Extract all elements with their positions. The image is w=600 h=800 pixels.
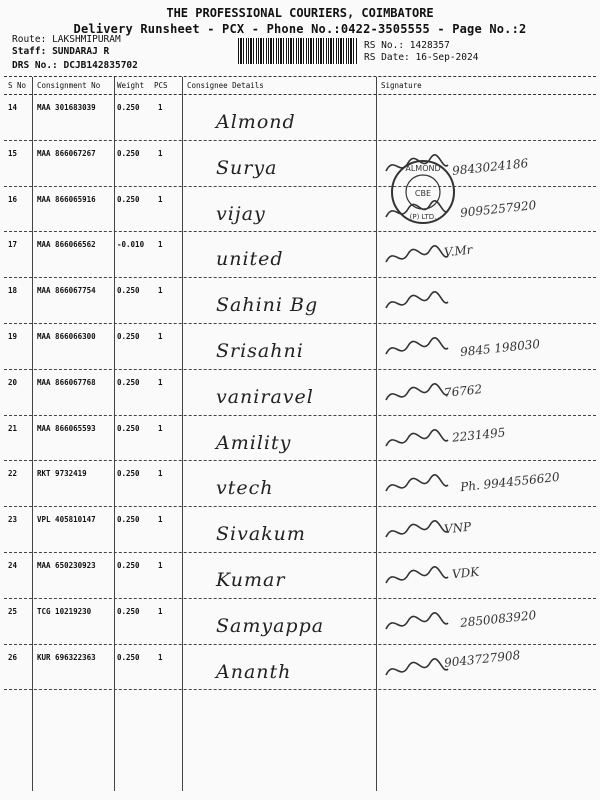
cell-weight: 0.250	[117, 515, 140, 525]
cell-sno: 14	[8, 103, 18, 112]
signature-note: VNP	[443, 519, 472, 536]
cell-consignment: MAA 866066300	[37, 332, 96, 341]
table-row	[4, 599, 596, 645]
signature-scribble	[382, 288, 452, 318]
cell-weight: -0.010	[117, 240, 145, 250]
cell-weight: 0.250	[117, 148, 140, 158]
company-title: THE PROFESSIONAL COURIERS, COIMBATORE	[166, 6, 434, 20]
cell-sno: 16	[8, 194, 18, 204]
signature-note: 76762	[443, 382, 483, 401]
stamp-line3: (P) LTD.	[409, 213, 437, 221]
cell-weight: 0.250	[117, 652, 140, 662]
runsheet-subtitle: Delivery Runsheet - PCX - Phone No.:0422-3505555 - Page No.:2	[73, 22, 527, 36]
cell-consignment: RKT 9732419	[37, 469, 87, 479]
consignee-handwriting: Almond	[216, 111, 296, 133]
cell-consignment: TCG 10219230	[37, 606, 92, 616]
cell-pcs: 1	[158, 332, 163, 341]
cell-sno: 19	[8, 332, 18, 341]
cell-consignment: MAA 866065916	[37, 194, 96, 204]
signature-note: VDK	[451, 564, 480, 582]
drs-label: DRS No.:	[12, 60, 58, 71]
cell-pcs: 1	[158, 469, 163, 479]
col-pcs: PCS	[154, 81, 168, 90]
stamp-line1: ALMOND	[405, 164, 441, 173]
cell-sno: 25	[8, 606, 18, 616]
col-signature: Signature	[381, 81, 422, 90]
cell-weight: 0.250	[117, 377, 140, 387]
consignee-handwriting: Samyappa	[216, 614, 325, 637]
cell-consignment: VPL 405810147	[37, 515, 96, 525]
cell-sno: 22	[8, 469, 18, 479]
cell-pcs: 1	[158, 286, 163, 296]
signature-note: 2231495	[451, 425, 507, 446]
stamp-line2: CBE	[414, 189, 432, 198]
company-stamp	[384, 157, 462, 227]
col-weight: Weight	[117, 81, 145, 90]
cell-consignment: MAA 866067267	[37, 148, 96, 158]
signature-scribble	[382, 655, 452, 685]
table-row	[4, 370, 596, 416]
cell-pcs: 1	[158, 561, 163, 570]
table-row	[4, 553, 596, 599]
table-row	[4, 461, 596, 507]
rs-date-line	[364, 52, 478, 63]
consignee-handwriting: Kumar	[216, 569, 286, 591]
cell-weight: 0.250	[117, 286, 140, 296]
signature-scribble	[382, 242, 452, 272]
table-row	[4, 507, 596, 553]
cell-sno: 23	[8, 515, 18, 525]
table-row	[4, 95, 596, 141]
signature-scribble	[382, 380, 452, 410]
signature-scribble	[382, 609, 452, 639]
rs-date-value: 16-Sep-2024	[415, 52, 479, 63]
cell-pcs: 1	[158, 606, 163, 616]
cell-weight: 0.250	[117, 103, 140, 112]
cell-consignment: MAA 866065593	[37, 423, 96, 433]
signature-scribble	[382, 426, 452, 456]
table-row	[4, 278, 596, 324]
table-row	[4, 187, 596, 233]
cell-sno: 20	[8, 377, 18, 387]
cell-pcs: 1	[158, 194, 163, 204]
cell-weight: 0.250	[117, 423, 140, 433]
route-value: LAKSHMIPURAM	[52, 34, 121, 45]
table-row	[4, 645, 596, 691]
staff-value: SUNDARAJ R	[52, 46, 110, 57]
consignee-handwriting: Sahini Bg	[216, 294, 319, 317]
cell-weight: 0.250	[117, 561, 140, 570]
col-consignment: Consignment No	[37, 81, 101, 90]
rs-no-value: 1428357	[409, 40, 450, 51]
barcode-image	[238, 38, 358, 64]
cell-sno: 24	[8, 561, 18, 570]
rs-no-line	[364, 40, 450, 51]
drs-line	[12, 60, 138, 71]
cell-consignment: MAA 301683039	[37, 103, 96, 112]
table-row	[4, 324, 596, 370]
consignee-handwriting: Ananth	[216, 660, 292, 683]
consignee-handwriting: Srisahni	[216, 340, 304, 362]
cell-weight: 0.250	[117, 332, 140, 341]
runsheet-table	[4, 76, 596, 791]
cell-weight: 0.250	[117, 469, 140, 479]
cell-weight: 0.250	[117, 194, 140, 204]
signature-note: 9843024186	[451, 156, 529, 179]
route-line	[12, 34, 121, 45]
cell-consignment: MAA 866067754	[37, 286, 96, 296]
consignee-handwriting: vtech	[216, 477, 274, 500]
col-consignee: Consignee Details	[187, 81, 264, 90]
consignee-handwriting: vijay	[216, 202, 266, 225]
cell-sno: 15	[8, 148, 18, 158]
consignee-handwriting: Sivakum	[216, 523, 306, 546]
table-row	[4, 416, 596, 462]
signature-note: 2850083920	[459, 608, 537, 631]
consignee-handwriting: Surya	[216, 156, 278, 179]
cell-consignment: MAA 650230923	[37, 561, 96, 570]
consignee-handwriting: Amility	[216, 431, 292, 454]
signature-scribble	[382, 563, 452, 593]
cell-pcs: 1	[158, 148, 163, 158]
signature-note: Ph. 9944556620	[459, 469, 561, 494]
consignee-handwriting: vaniravel	[216, 385, 314, 408]
cell-sno: 18	[8, 286, 18, 296]
cell-pcs: 1	[158, 423, 163, 433]
cell-pcs: 1	[158, 652, 163, 662]
rs-date-label: RS Date:	[364, 52, 410, 63]
cell-pcs: 1	[158, 240, 163, 250]
cell-pcs: 1	[158, 377, 163, 387]
consignee-handwriting: united	[216, 248, 284, 271]
signature-scribble	[382, 517, 452, 547]
signature-note: V.Mr	[443, 242, 474, 260]
table-row	[4, 232, 596, 278]
cell-weight: 0.250	[117, 606, 140, 616]
cell-consignment: KUR 696322363	[37, 652, 96, 662]
signature-note: 9095257920	[459, 197, 537, 220]
cell-consignment: MAA 866066562	[37, 240, 96, 250]
cell-sno: 21	[8, 423, 18, 433]
staff-line	[12, 46, 109, 57]
cell-pcs: 1	[158, 515, 163, 525]
cell-sno: 26	[8, 652, 18, 662]
table-row	[4, 141, 596, 187]
row-divider	[4, 689, 596, 690]
rs-no-label: RS No.:	[364, 40, 405, 51]
signature-note: 9845 198030	[459, 337, 541, 360]
cell-sno: 17	[8, 240, 18, 250]
col-sno: S No	[8, 81, 27, 90]
signature-scribble	[382, 334, 452, 364]
staff-label: Staff:	[12, 46, 47, 57]
signature-scribble	[382, 471, 452, 501]
drs-value: DCJB142835702	[63, 60, 138, 71]
cell-pcs: 1	[158, 103, 163, 112]
signature-note: 9043727908	[443, 647, 521, 670]
route-label: Route:	[12, 34, 47, 45]
cell-consignment: MAA 866067768	[37, 377, 96, 387]
